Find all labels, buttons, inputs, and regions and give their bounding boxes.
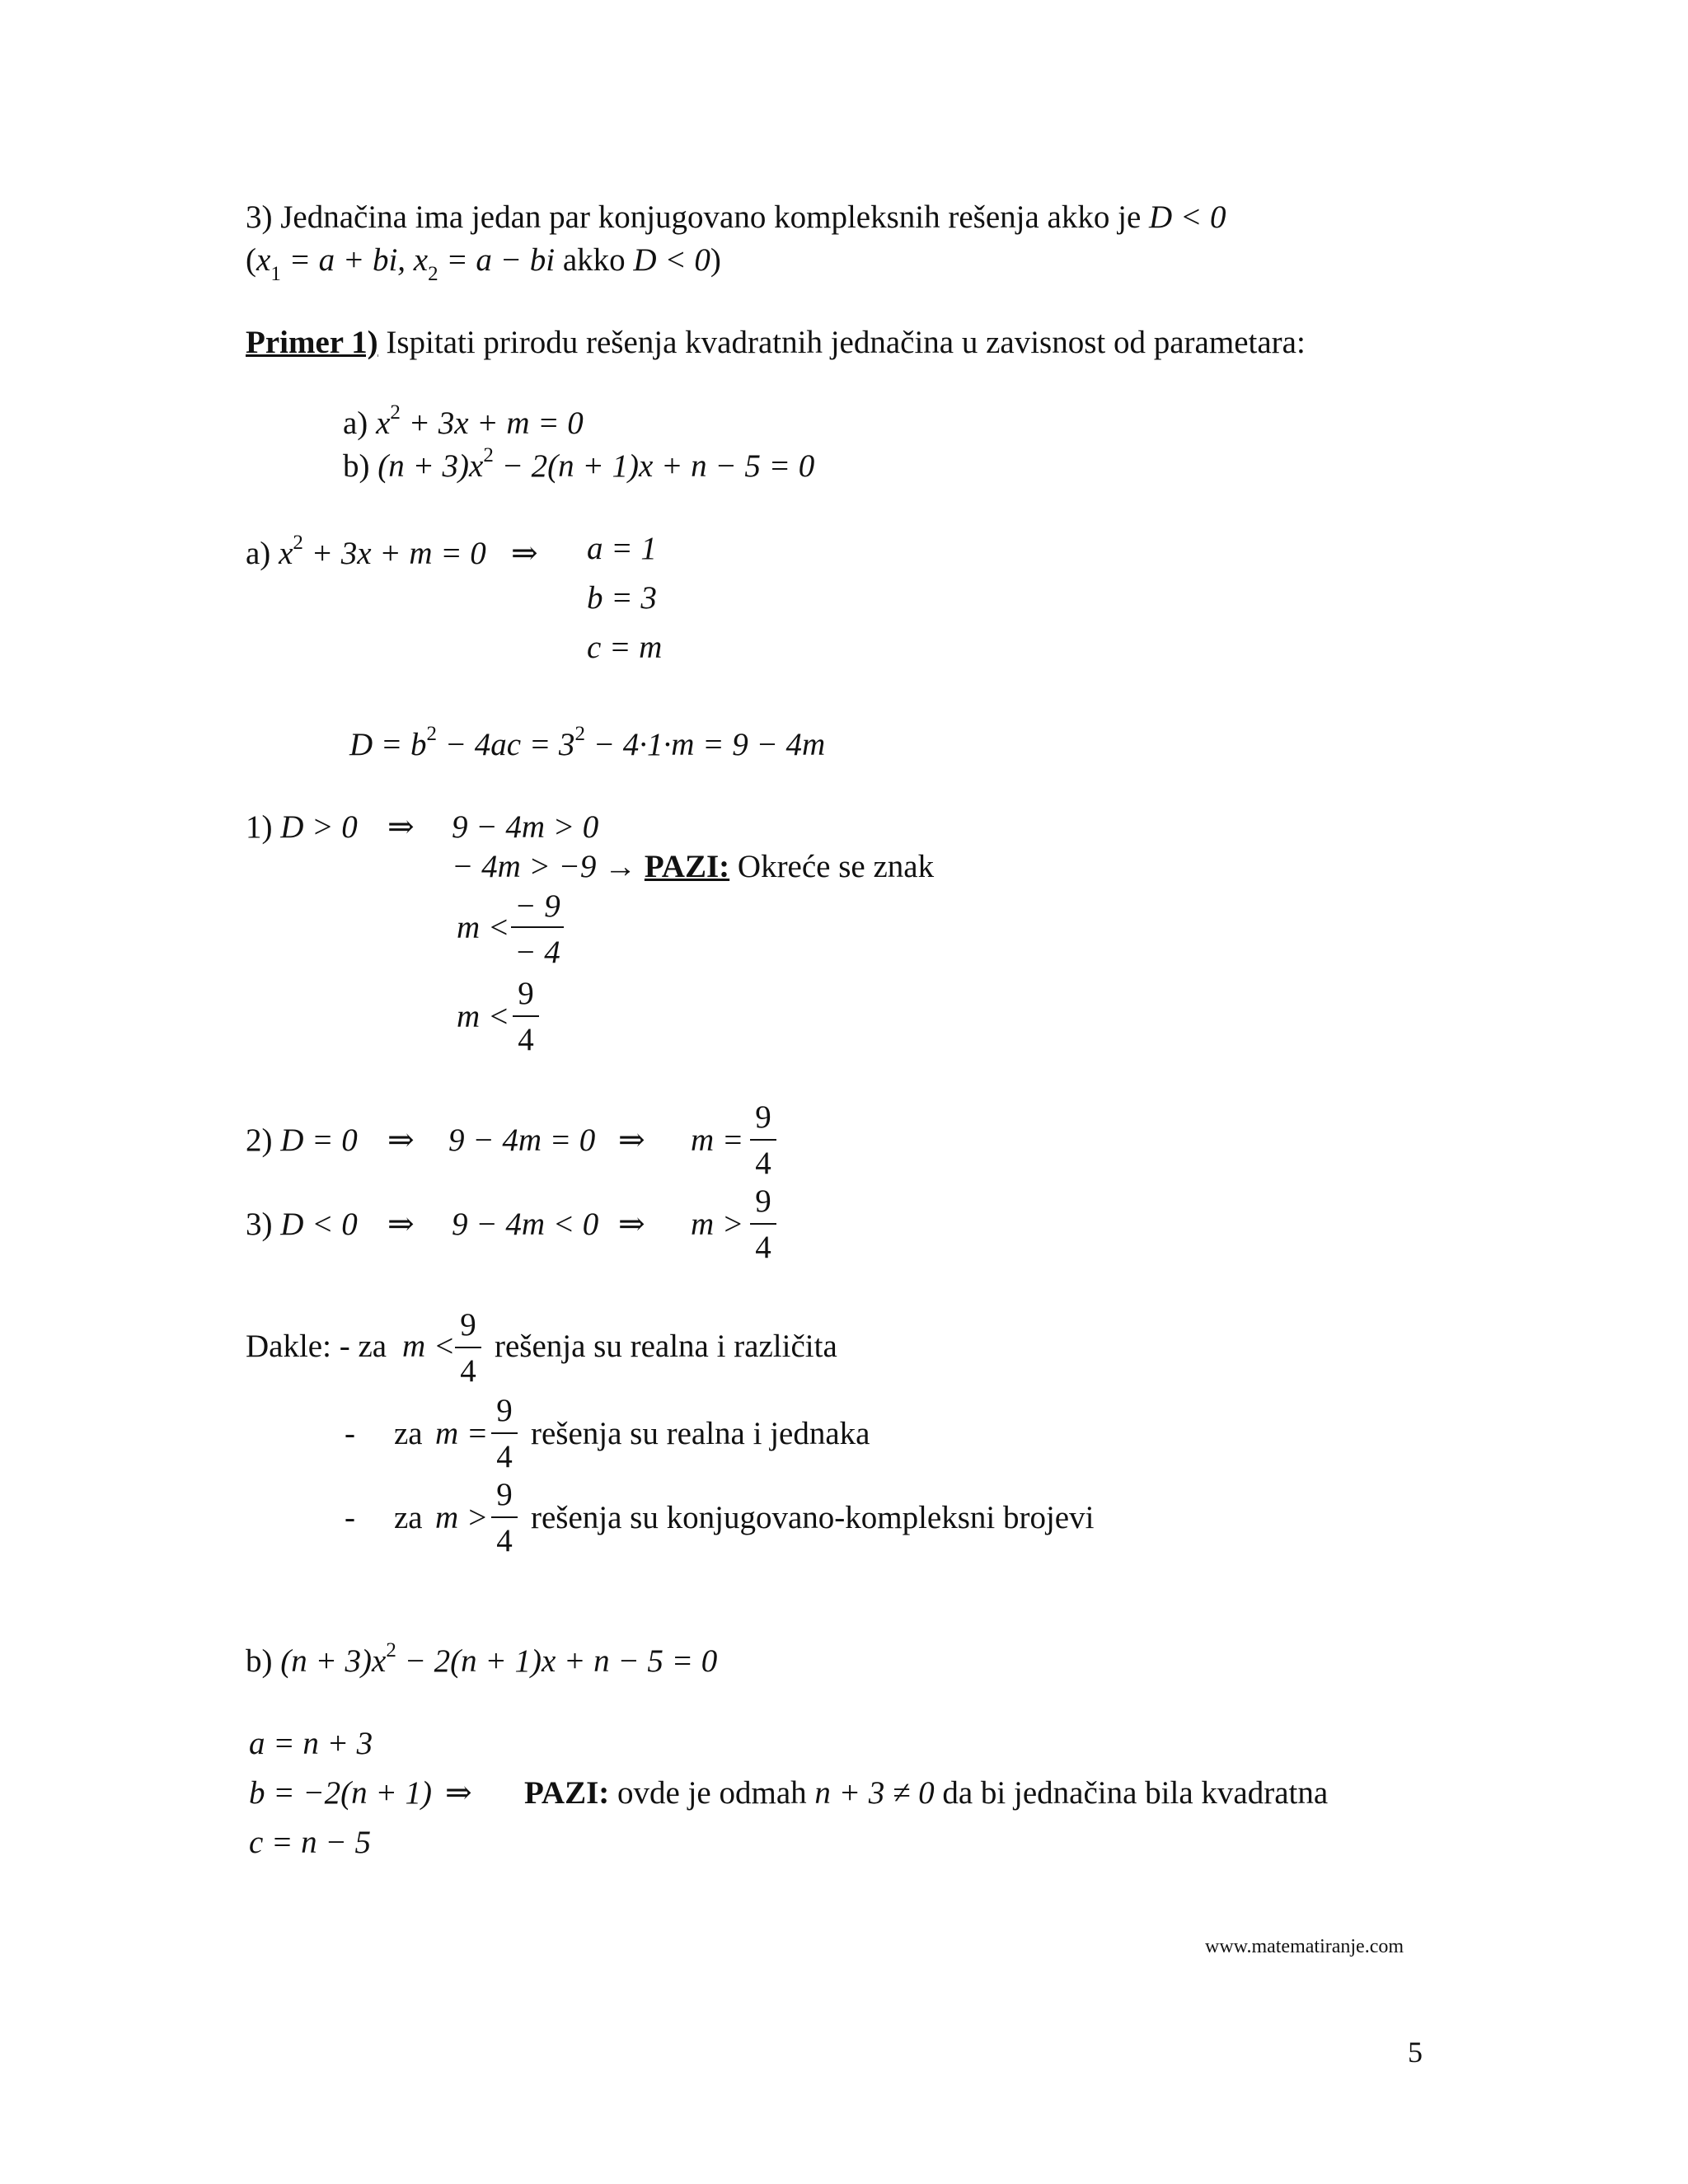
part-b-note xyxy=(524,1777,1328,1809)
part-b-equation xyxy=(246,1639,718,1679)
case-lt-arrow2: ⇒ xyxy=(618,1207,645,1242)
task-b-sup: 2 xyxy=(483,444,494,466)
dakle-lead: Dakle: - za xyxy=(246,1329,387,1364)
frac-bar xyxy=(513,1015,539,1017)
part-a-x: x xyxy=(279,536,293,571)
case-eq-num: 2) xyxy=(246,1122,281,1158)
dakle-za2: za xyxy=(394,1416,423,1451)
task-b-pre: (n + 3)x xyxy=(377,448,484,484)
frac-bar xyxy=(511,926,564,928)
page-number: 5 xyxy=(1408,2036,1423,2069)
coef-c: c = m xyxy=(587,630,663,665)
m-less-1: m < xyxy=(457,910,510,945)
case-gt-ineq2: − 4m > −9 xyxy=(452,849,597,884)
pazi-note: Okreće se znak xyxy=(729,849,935,884)
eq-x1: = a + bi, xyxy=(280,242,414,278)
var-x1: x xyxy=(256,242,271,278)
frac-num: 9 xyxy=(496,1393,513,1428)
eq-x2: = a − bi xyxy=(438,242,556,278)
task-b-rest: − 2(n + 1)x + n − 5 = 0 xyxy=(493,448,815,484)
m-less-2: m < xyxy=(457,999,510,1034)
primer-heading xyxy=(246,326,1306,359)
frac-den: 4 xyxy=(755,1146,771,1181)
part-b-label: b) xyxy=(246,1643,281,1679)
fraction-9-4 xyxy=(750,1183,776,1265)
frac-num: 9 xyxy=(460,1307,476,1343)
coef-b: b = 3 xyxy=(587,580,657,616)
case-lt-num: 3) xyxy=(246,1207,281,1242)
fraction-9-4 xyxy=(750,1099,776,1181)
fraction-9-4 xyxy=(491,1393,518,1474)
var-x2: x xyxy=(413,242,429,278)
task-a xyxy=(343,401,584,441)
frac-num: 9 xyxy=(755,1183,771,1219)
dakle-m1: m < xyxy=(402,1329,456,1364)
case-gt-num: 1) xyxy=(246,809,281,845)
website-footer: www.matematiranje.com xyxy=(1205,1936,1404,1957)
part-b-sup: 2 xyxy=(386,1639,396,1661)
frac-bar xyxy=(455,1347,481,1348)
dakle-text2: rešenja su realna i jednaka xyxy=(531,1416,870,1451)
task-b-label: b) xyxy=(343,448,378,484)
frac-den: 4 xyxy=(496,1523,513,1558)
fraction-neg9-neg4 xyxy=(511,888,564,970)
task-a-sup: 2 xyxy=(390,401,401,424)
frac-num: − 9 xyxy=(514,888,560,924)
case-eq-cond: D = 0 xyxy=(280,1122,358,1158)
pazi-label: PAZI: xyxy=(524,1775,610,1811)
case-lt-cond: D < 0 xyxy=(280,1207,358,1242)
case-lt-expr: 9 − 4m < 0 xyxy=(452,1207,599,1242)
dakle-text1: rešenja su realna i različita xyxy=(495,1329,837,1364)
part-b-rest: − 2(n + 1)x + n − 5 = 0 xyxy=(396,1643,718,1679)
sub-1: 1 xyxy=(270,263,281,285)
pazi-note1: ovde je odmah xyxy=(609,1775,815,1811)
task-a-label: a) xyxy=(343,405,377,441)
dakle-dash3: - xyxy=(345,1500,355,1535)
case-gt-arrow: ⇒ xyxy=(387,809,415,845)
case-gt-cond: D > 0 xyxy=(280,809,358,845)
task-a-rest: + 3x + m = 0 xyxy=(400,405,584,441)
frac-num: 9 xyxy=(496,1477,513,1512)
disc-mid: − 4ac = 3 xyxy=(436,727,575,762)
primer-text: Ispitati prirodu rešenja kvadratnih jednačina u zavisnost od parametara: xyxy=(377,325,1306,360)
case-eq-expr: 9 − 4m = 0 xyxy=(448,1122,596,1158)
fraction-9-4 xyxy=(491,1477,518,1558)
dakle-m3: m > xyxy=(435,1500,489,1535)
implies-arrow: ⇒ xyxy=(511,536,538,571)
frac-den: 4 xyxy=(496,1439,513,1474)
dakle-m2: m = xyxy=(435,1416,489,1451)
part-a-label: a) xyxy=(246,536,279,571)
coef-a: a = 1 xyxy=(587,531,657,566)
case3-line1 xyxy=(246,201,1226,233)
right-arrow: → xyxy=(604,849,637,884)
part-b-pre: (n + 3)x xyxy=(280,1643,387,1679)
part-a-sup: 2 xyxy=(293,532,303,554)
case-gt-ineq1: 9 − 4m > 0 xyxy=(452,809,599,845)
primer-label: Primer 1) xyxy=(246,325,378,360)
akko-word: akko xyxy=(555,242,634,278)
case-lt-m: m > xyxy=(691,1207,744,1242)
frac-bar xyxy=(750,1223,776,1225)
case3-line2 xyxy=(246,242,721,285)
dakle-text3: rešenja su konjugovano-kompleksni brojevi xyxy=(531,1500,1095,1535)
discriminant xyxy=(349,723,826,762)
fraction-9-4 xyxy=(455,1307,481,1389)
part-a-rest: + 3x + m = 0 xyxy=(302,536,486,571)
case-eq-m: m = xyxy=(691,1122,744,1158)
case-gt-line2 xyxy=(452,851,934,883)
case-lt-label xyxy=(246,1208,358,1240)
frac-den: 4 xyxy=(755,1230,771,1265)
pazi-label: PAZI: xyxy=(644,849,730,884)
case-eq-label xyxy=(246,1124,358,1156)
frac-bar xyxy=(491,1432,518,1434)
part-a-equation xyxy=(246,532,486,571)
pazi-cond: n + 3 ≠ 0 xyxy=(814,1775,935,1811)
case-lt-arrow: ⇒ xyxy=(387,1207,415,1242)
case-eq-arrow2: ⇒ xyxy=(618,1122,645,1158)
paren-open: ( xyxy=(246,242,256,278)
part-b-coef-c: c = n − 5 xyxy=(249,1825,371,1860)
dakle-dash2: - xyxy=(345,1416,355,1451)
case-gt-label xyxy=(246,811,358,843)
disc-sup1: 2 xyxy=(426,723,437,745)
case3-text: 3) Jednačina ima jedan par konjugovano kompleksnih rešenja akko je xyxy=(246,199,1149,235)
fraction-9-4 xyxy=(513,976,539,1057)
sub-2: 2 xyxy=(428,263,438,285)
frac-den: 4 xyxy=(518,1022,534,1057)
case3-condition-2: D < 0 xyxy=(633,242,710,278)
frac-den: − 4 xyxy=(514,935,560,970)
frac-bar xyxy=(491,1516,518,1518)
part-b-arrow: ⇒ xyxy=(445,1775,472,1811)
part-b-coef-a: a = n + 3 xyxy=(249,1726,373,1761)
disc-pre: D = b xyxy=(349,727,427,762)
frac-num: 9 xyxy=(755,1099,771,1135)
frac-bar xyxy=(750,1139,776,1141)
task-a-x: x xyxy=(376,405,391,441)
disc-sup2: 2 xyxy=(574,723,585,745)
pazi-note2: da bi jednačina bila kvadratna xyxy=(934,1775,1329,1811)
case3-condition: D < 0 xyxy=(1149,199,1226,235)
task-b xyxy=(343,444,815,484)
dakle-za3: za xyxy=(394,1500,423,1535)
frac-den: 4 xyxy=(460,1353,476,1389)
frac-num: 9 xyxy=(518,976,534,1011)
paren-close: ) xyxy=(710,242,721,278)
disc-rest: − 4·1·m = 9 − 4m xyxy=(584,727,826,762)
case-eq-arrow: ⇒ xyxy=(387,1122,415,1158)
part-b-coef-b: b = −2(n + 1) xyxy=(249,1775,432,1811)
